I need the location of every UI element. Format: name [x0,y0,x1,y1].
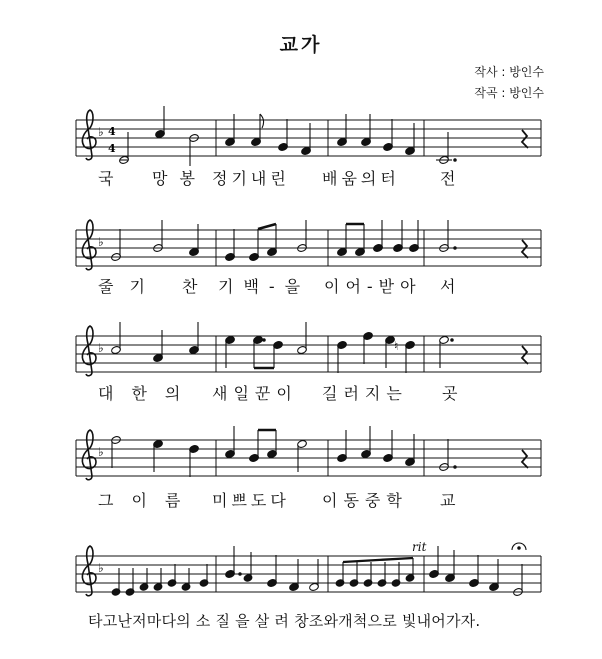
treble-clef-icon [82,326,96,376]
treble-clef-icon [82,220,96,270]
lyric-word: 기백-을 [218,277,311,296]
lyric-word: 정기내린 [212,169,290,188]
lyric-word: 이어-받아 [324,277,422,296]
lyric-word: 곳 [442,384,458,403]
flat-icon: ♭ [98,341,104,355]
svg-text:♮: ♮ [394,339,399,353]
lyric-word: 국 [98,169,114,188]
treble-clef-icon [82,430,96,480]
staff-4 [76,426,541,480]
staff-5 [76,543,541,597]
flat-icon: ♭ [98,125,104,139]
lyric-word: 대한의 [98,384,199,403]
tempo-mark-rit: rit [412,540,427,554]
flat-icon: ♭ [98,445,104,459]
lyric-word: 전 [440,169,456,188]
treble-clef-icon [82,546,96,596]
lyric-word: 미쁘도다 [212,491,290,510]
lyric-word: 새일꾼이 [212,384,298,403]
time-sig-top: 4 [108,125,116,138]
flat-icon: ♭ [98,561,104,575]
lyric-word: 교 [440,491,456,510]
lyric-word: 찬 [182,277,198,296]
flat-icon: ♭ [98,235,104,249]
lyric-word: 배움의터 [322,169,400,188]
lyricist-credit: 작사 : 방인수 [474,65,544,79]
lyric-word: 이동중학 [322,491,408,510]
lyric-word: 줄기 [98,277,161,296]
lyric-word: 서 [440,277,456,296]
lyric-word: 망봉 [152,169,207,188]
song-title: 교가 [279,34,323,56]
staff-3 [76,322,541,376]
lyric-word: 그이름 [98,491,199,510]
lyric-line: 타고난저마다의 소 질 을 살 려 창조와개척으로 빛내어가자. [88,612,481,630]
composer-credit: 작곡 : 방인수 [474,86,544,100]
lyric-word: 길러지는 [322,384,408,403]
time-sig-bottom: 4 [108,142,116,155]
treble-clef-icon [82,110,96,160]
staff-2 [76,220,541,270]
staff-1 [76,106,541,166]
